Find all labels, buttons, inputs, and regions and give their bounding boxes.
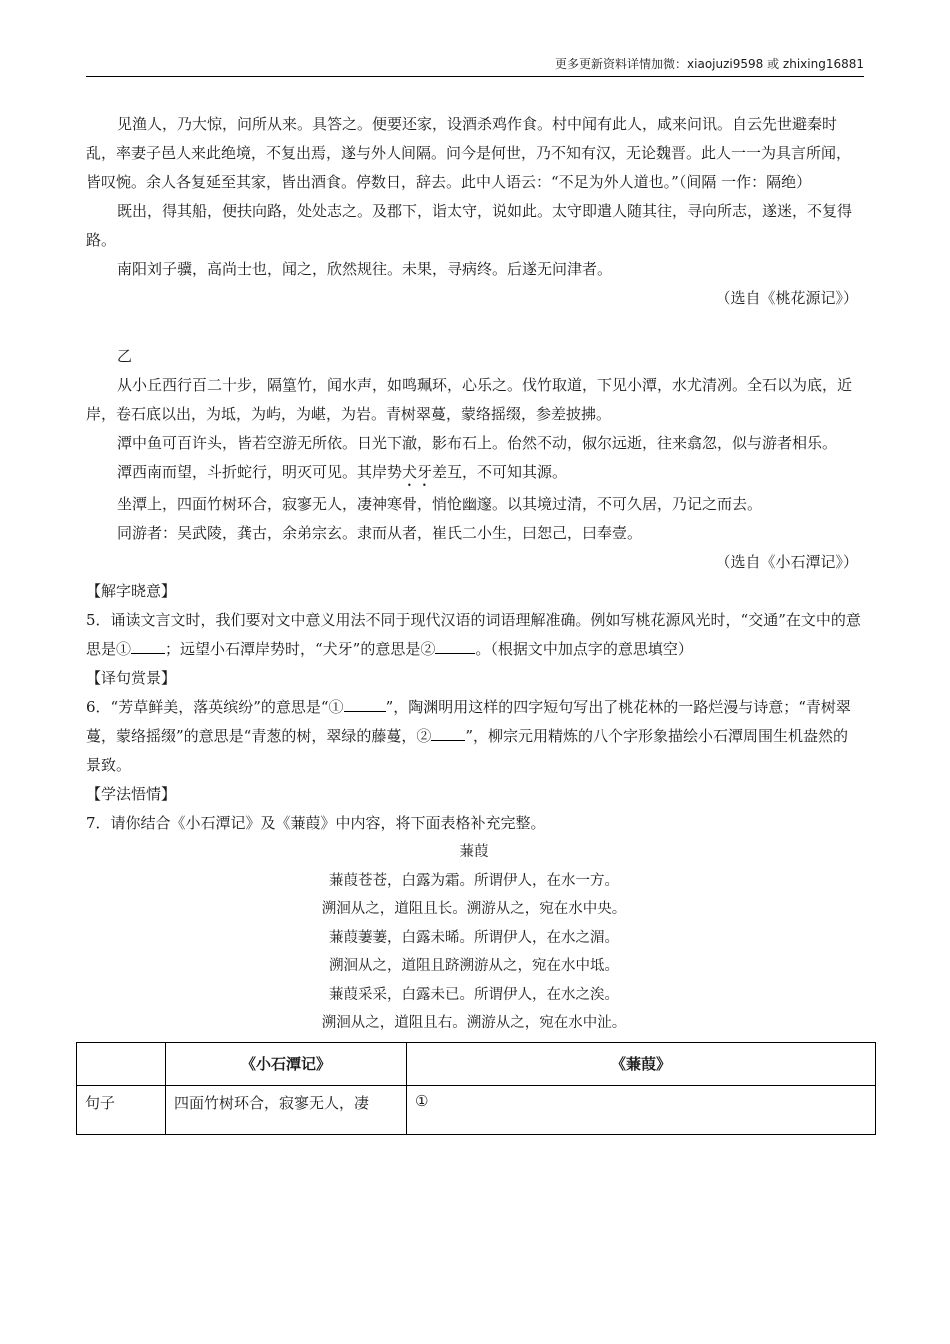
question-5: 5．诵读文言文时，我们要对文中意义用法不同于现代汉语的词语理解准确。例如写桃花源风光时，“交通”在文中的意思是① ；远望小石潭岸势时，“犬牙”的意思是② 。（根据文中加点字的意思填空） xyxy=(86,611,861,658)
poem-title: 蒹葭 xyxy=(459,844,489,860)
table-row xyxy=(77,1085,876,1134)
answer-blank[interactable] xyxy=(344,711,386,712)
passage-b-paragraph-1: 从小丘西行百二十步，隔篁竹，闻水声，如鸣珮环，心乐之。伐竹取道，下见小潭，水尤清冽。全石以为底，近岸，卷石底以出，为坻，为屿，为嵁，为岩。青树翠蔓，蒙络摇缀，参差披拂。 xyxy=(86,376,853,423)
table-header-cell: 《小石潭记》 xyxy=(166,1042,407,1085)
poem-line: 溯洄从之，道阻且跻溯游从之，宛在水中坻。 xyxy=(329,958,619,974)
passage-a-paragraph-3: 南阳刘子骥，高尚士也，闻之，欣然规往。未果，寻病终。后遂无问津者。 xyxy=(117,260,613,278)
table-cell: 四面竹树环合，寂寥无人，凄 xyxy=(166,1085,407,1134)
table-header-cell: 《蒹葭》 xyxy=(407,1042,876,1085)
poem xyxy=(86,838,862,1038)
passage-b-label: 乙 xyxy=(117,347,133,365)
poem-line: 蒹葭采采，白露未已。所谓伊人，在水之涘。 xyxy=(329,986,619,1003)
passage-b-paragraph-4: 坐潭上，四面竹树环合，寂寥无人，凄神寒骨，悄怆幽邃。以其境过清，不可久居，乃记之而去。 xyxy=(117,495,763,513)
page-header xyxy=(86,56,864,77)
passage-b-paragraph-2: 潭中鱼可百许头，皆若空游无所依。日光下澈，影布石上。佁然不动，俶尔远逝，往来翕忽，似与游者相乐。 xyxy=(117,434,838,452)
answer-blank[interactable] xyxy=(435,653,475,654)
document-body xyxy=(86,110,862,1135)
passage-b-source: （选自《小石潭记》） xyxy=(715,553,858,571)
question-7: 7．请你结合《小石潭记》及《蒹葭》中内容，将下面表格补充完整。 xyxy=(86,814,546,832)
poem-line: 蒹葭萋萋，白露未晞。所谓伊人，在水之湄。 xyxy=(329,929,619,946)
answer-blank[interactable] xyxy=(431,740,465,741)
table-answer-cell[interactable]: ① xyxy=(407,1085,876,1134)
passage-b-paragraph-3: 潭西南而望，斗折蛇行，明灭可见。其岸势犬牙差互，不可知其源。 xyxy=(117,463,568,481)
answer-blank[interactable] xyxy=(131,653,165,654)
comparison-table xyxy=(76,1042,876,1135)
table-row-label: 句子 xyxy=(77,1085,166,1134)
passage-a-paragraph-1: 见渔人，乃大惊，问所从来。具答之。便要还家，设酒杀鸡作食。村中闻有此人，咸来问讯。自云先世避秦时乱，率妻子邑人来此绝境，不复出焉，遂与外人间隔。问今是何世，乃不知有汉，无论魏晋。此人一一为具言所闻，皆叹惋。余人各复延至其家，皆出酒食。停数日，辞去。此中人语云：“不足为外人道也。”（间隔 一作：隔绝） xyxy=(86,115,852,191)
table-header-row xyxy=(77,1042,876,1085)
question-6: 6．“芳草鲜美，落英缤纷”的意思是“① ”，陶渊明用这样的四字短句写出了桃花林的一路烂漫与诗意；“青树翠蔓，蒙络摇缀”的意思是“青葱的树，翠绿的藤蔓，② ”，柳宗元用精炼的八个字形象描绘小石潭周围生机盎然的景致。 xyxy=(86,698,851,774)
section-heading-1: 【解字晓意】 xyxy=(86,582,177,600)
passage-a-source: （选自《桃花源记》） xyxy=(715,289,858,307)
passage-b-paragraph-5: 同游者：吴武陵，龚古，余弟宗玄。隶而从者，崔氏二小生，曰恕己，曰奉壹。 xyxy=(117,524,643,542)
poem-line: 溯洄从之，道阻且右。溯游从之，宛在水中沚。 xyxy=(321,1015,627,1031)
table-header-cell xyxy=(77,1042,166,1085)
poem-line: 溯洄从之，道阻且长。溯游从之，宛在水中央。 xyxy=(321,901,627,917)
header-text: 更多更新资料详情加微：xiaojuzi9598 或 zhixing16881 xyxy=(555,57,864,71)
passage-a-paragraph-2: 既出，得其船，便扶向路，处处志之。及郡下，诣太守，说如此。太守即遣人随其往，寻向所志，遂迷，不复得路。 xyxy=(86,202,853,249)
dotted-term: 犬牙 xyxy=(402,463,433,481)
section-heading-2: 【译句赏景】 xyxy=(86,669,177,687)
poem-line: 蒹葭苍苍，白露为霜。所谓伊人，在水一方。 xyxy=(329,872,619,889)
section-heading-3: 【学法悟情】 xyxy=(86,785,177,803)
